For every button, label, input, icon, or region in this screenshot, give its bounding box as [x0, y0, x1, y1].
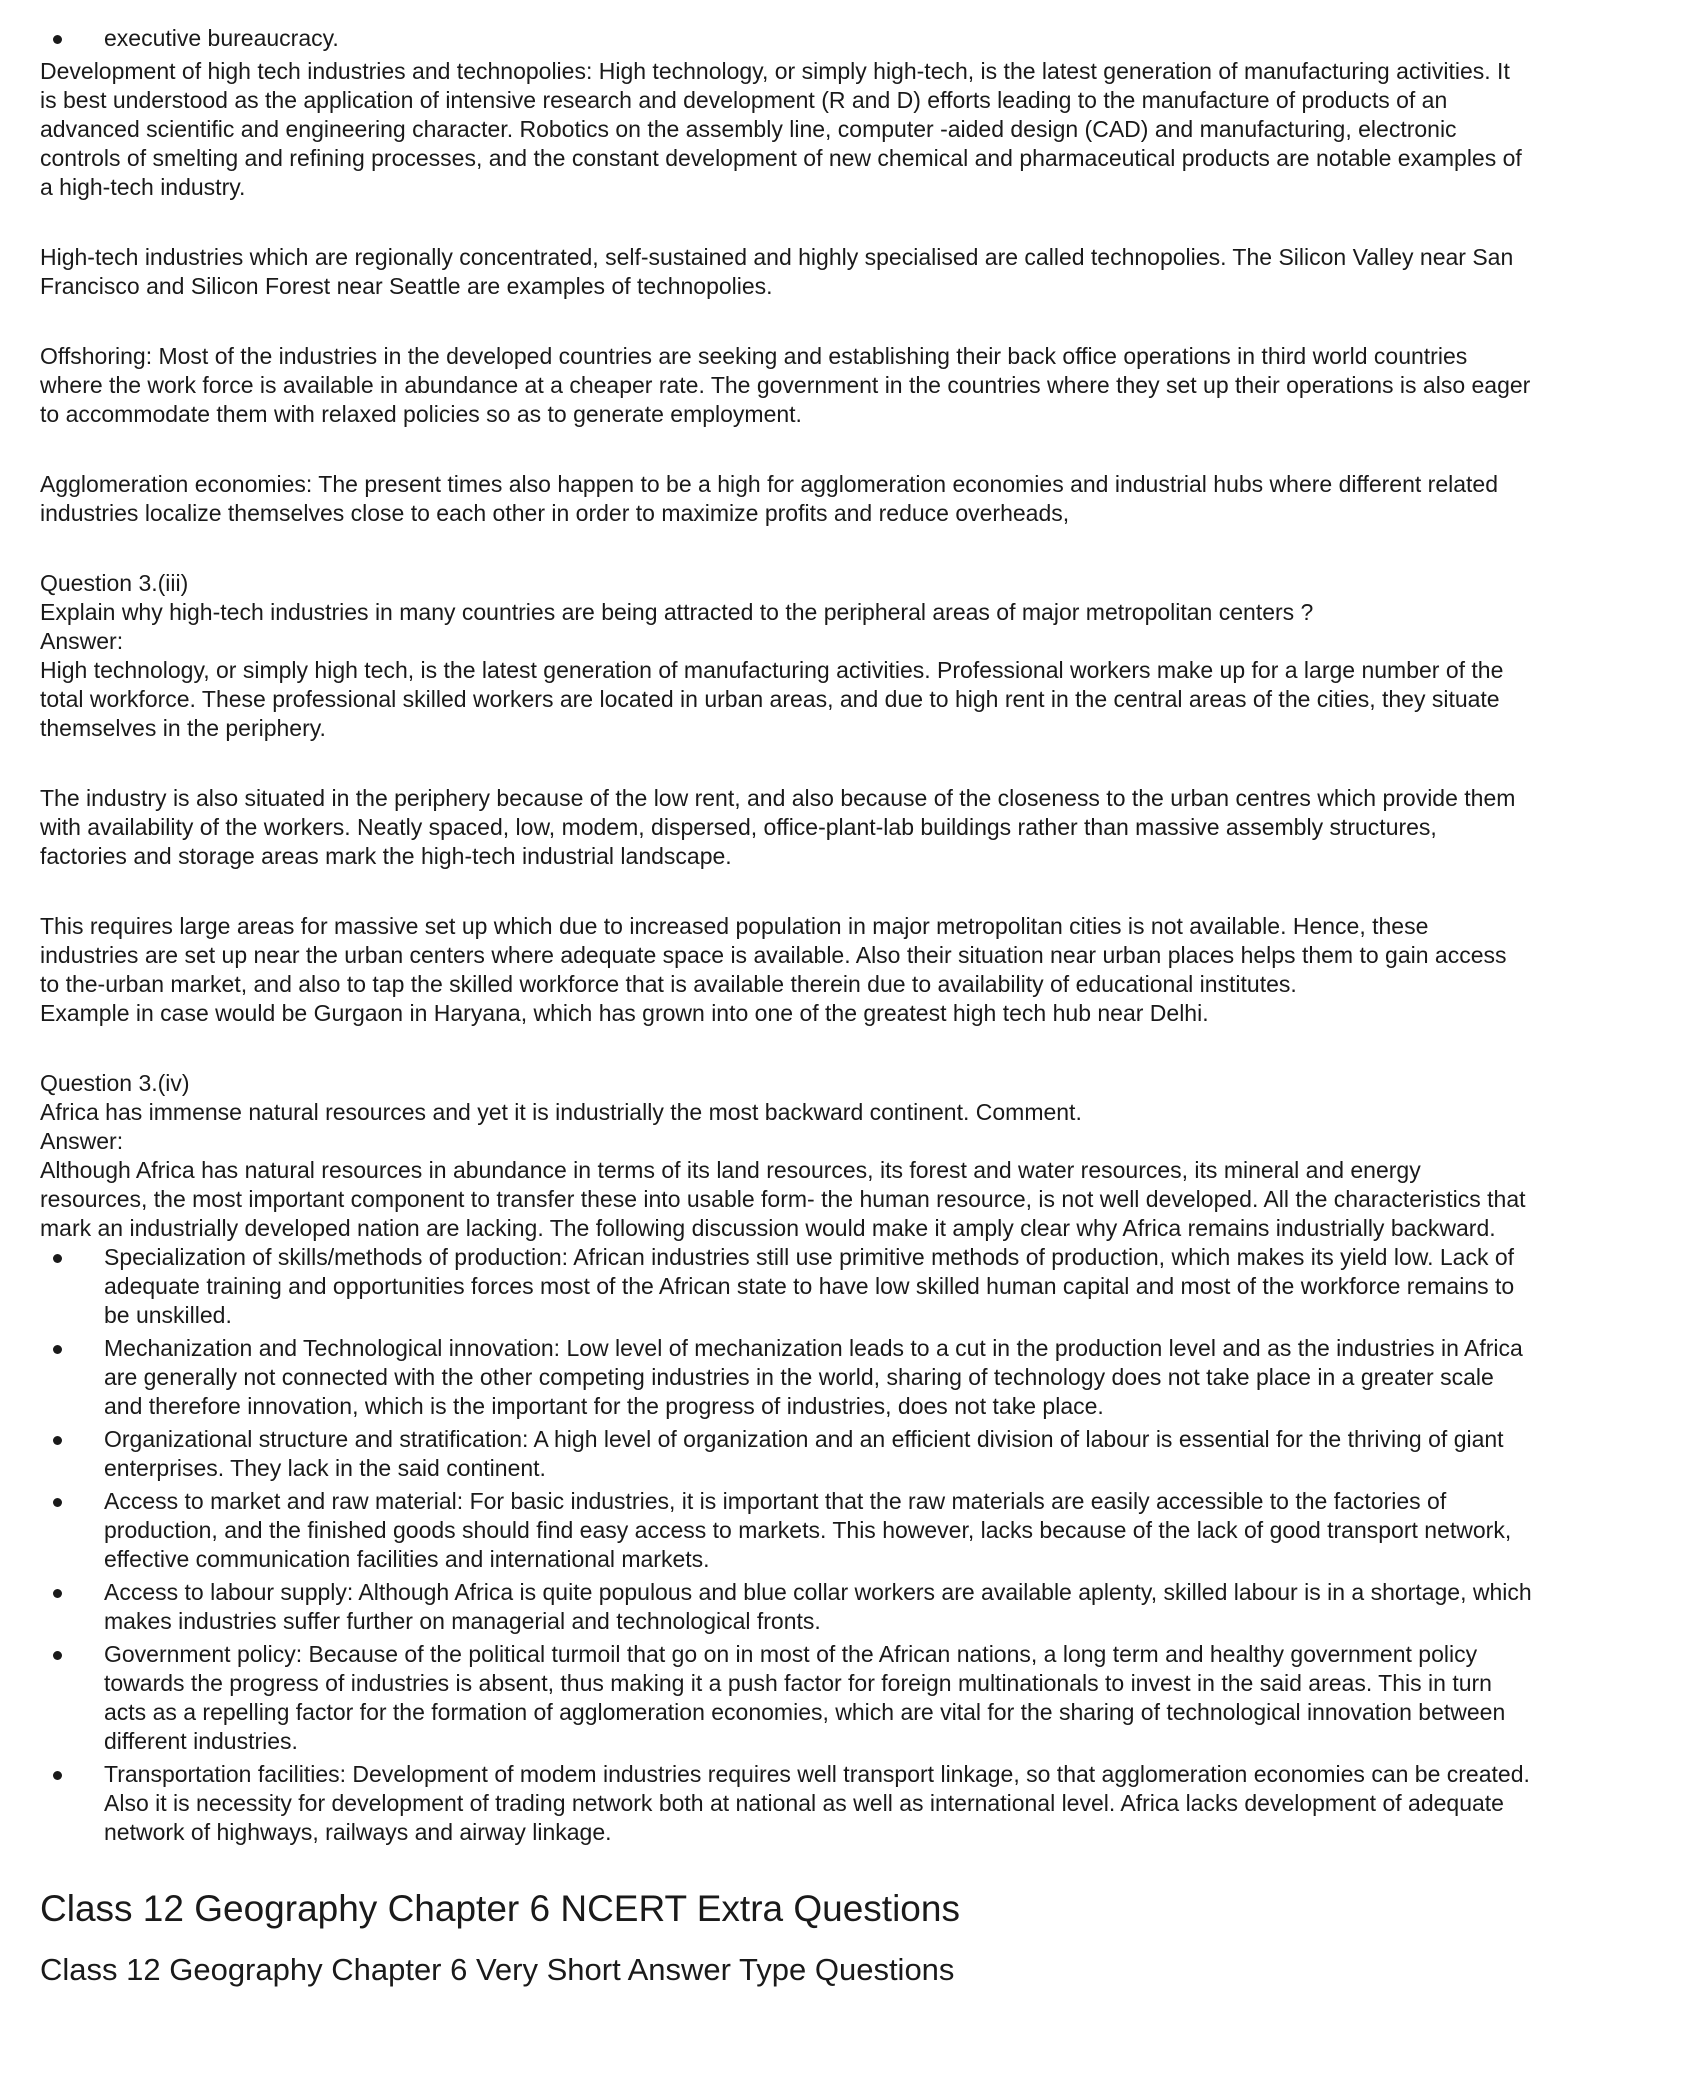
paragraph-offshoring: Offshoring: Most of the industries in the developed countries are seeking and establishing their back office operations in third world countries where the work force is available in abundance at a cheaper rate. The government in the countries where they set up their operations is also eager to accommodate them with relaxed policies so as to generate employment. [40, 343, 1531, 427]
list-item [40, 1578, 1668, 1636]
list-item [40, 1760, 1668, 1847]
list-item-text: Access to labour supply: Although Africa is quite populous and blue collar workers are available aplenty, skilled labour is in a shortage, which makes industries suffer further on managerial and technological fronts. [104, 1579, 1532, 1634]
paragraph-technopolies: High-tech industries which are regionally concentrated, self-sustained and highly specialised are called technopolies. The Silicon Valley near San Francisco and Silicon Forest near Seattle are examples of technopolies. [40, 244, 1514, 299]
list-item-text: Government policy: Because of the political turmoil that go on in most of the African nations, a long term and healthy government policy towards the progress of industries is absent, thus making it a push factor for foreign multinationals to invest in the said areas. This in turn acts as a repelling factor for the formation of agglomeration economies, which are vital for the sharing of technological innovation between different industries. [104, 1641, 1506, 1754]
list-item [40, 1487, 1668, 1574]
list-item-text: Access to market and raw material: For basic industries, it is important that the raw materials are easily accessible to the factories of production, and the finished goods should find easy access to markets. This however, lacks because of the lack of good transport network, effective communication facilities and international markets. [104, 1488, 1512, 1572]
list-item [40, 1640, 1668, 1756]
paragraph-agglomeration: Agglomeration economies: The present times also happen to be a high for agglomeration economies and industrial hubs where different related industries localize themselves close to each other in order to maximize profits and reduce overheads, [40, 471, 1498, 526]
list-item [40, 1243, 1668, 1330]
list-item [40, 1334, 1668, 1421]
bullet-dot-icon [53, 1589, 62, 1598]
africa-bullet-list [40, 1243, 1668, 1847]
list-item [40, 1425, 1668, 1483]
bullet-dot-icon [53, 35, 62, 44]
top-bullet-list [40, 24, 1668, 53]
list-item-text: Specialization of skills/methods of production: African industries still use primitive methods of production, which makes its yield low. Lack of adequate training and opportunities forces most of the African state to have low skilled human capital and most of the workforce remains to be unskilled. [104, 1244, 1515, 1328]
question-3-iii-paragraph-3: This requires large areas for massive set up which due to increased population in major metropolitan cities is not available. Hence, these industries are set up near the urban centers where adequate space is available. Also their situation near urban places helps them to gain access to the-urban market, and also to tap the skilled workforce that is available therein due to availability of educational institutes. Example in case would be Gurgaon in Haryana, which has grown into one of the greatest high tech hub near Delhi. [40, 913, 1507, 1026]
list-item-text: Organizational structure and stratification: A high level of organization and an efficient division of labour is essential for the thriving of giant enterprises. They lack in the said continent. [104, 1426, 1504, 1481]
bullet-dot-icon [53, 1436, 62, 1445]
section-heading-extra-questions: Class 12 Geography Chapter 6 NCERT Extra Questions [40, 1888, 960, 1929]
list-item-text: Mechanization and Technological innovation: Low level of mechanization leads to a cut in the production level and as the industries in Africa are generally not connected with the other competing industries in the world, sharing of technology does not take place in a greater scale and therefore innovation, which is the important for the progress of industries, does not take place. [104, 1335, 1523, 1419]
bullet-dot-icon [53, 1345, 62, 1354]
bullet-dot-icon [53, 1254, 62, 1263]
list-item [40, 24, 1668, 53]
bullet-dot-icon [53, 1651, 62, 1660]
bullet-dot-icon [53, 1498, 62, 1507]
bullet-dot-icon [53, 1771, 62, 1780]
section-subheading-very-short-answer: Class 12 Geography Chapter 6 Very Short Answer Type Questions [40, 1952, 955, 1987]
question-3-iv-block: Question 3.(iv) Africa has immense natural resources and yet it is industrially the most backward continent. Comment. Answer: Although Africa has natural resources in abundance in terms of its land resources, its forest and water resources, its mineral and energy resources, the most important component to transfer these into usable form- the human resource, is not well developed. All the characteristics that mark an industrially developed nation are lacking. The following discussion would make it amply clear why Africa remains industrially backward. [40, 1070, 1526, 1241]
list-item-text: executive bureaucracy. [104, 25, 339, 51]
question-3-iii-block: Question 3.(iii) Explain why high-tech industries in many countries are being attracted to the peripheral areas of major metropolitan centers ? Answer: High technology, or simply high tech, is the latest generation of manufacturing activities. Professional workers make up for a large number of the total workforce. These professional skilled workers are located in urban areas, and due to high rent in the central areas of the cities, they situate themselves in the periphery. [40, 570, 1504, 741]
list-item-text: Transportation facilities: Development of modem industries requires well transport linkage, so that agglomeration economies can be created. Also it is necessity for development of trading network both at national as well as international level. Africa lacks development of adequate network of highways, railways and airway linkage. [104, 1761, 1530, 1845]
paragraph-high-tech: Development of high tech industries and technopolies: High technology, or simply high-tech, is the latest generation of manufacturing activities. It is best understood as the application of intensive research and development (R and D) efforts leading to the manufacture of products of an advanced scientific and engineering character. Robotics on the assembly line, computer -aided design (CAD) and manufacturing, electronic controls of smelting and refining processes, and the constant development of new chemical and pharmaceutical products are notable examples of a high-tech industry. [40, 58, 1522, 200]
question-3-iii-paragraph-2: The industry is also situated in the periphery because of the low rent, and also because of the closeness to the urban centres which provide them with availability of the workers. Neatly spaced, low, modem, dispersed, office-plant-lab buildings rather than massive assembly structures, factories and storage areas mark the high-tech industrial landscape. [40, 785, 1516, 869]
